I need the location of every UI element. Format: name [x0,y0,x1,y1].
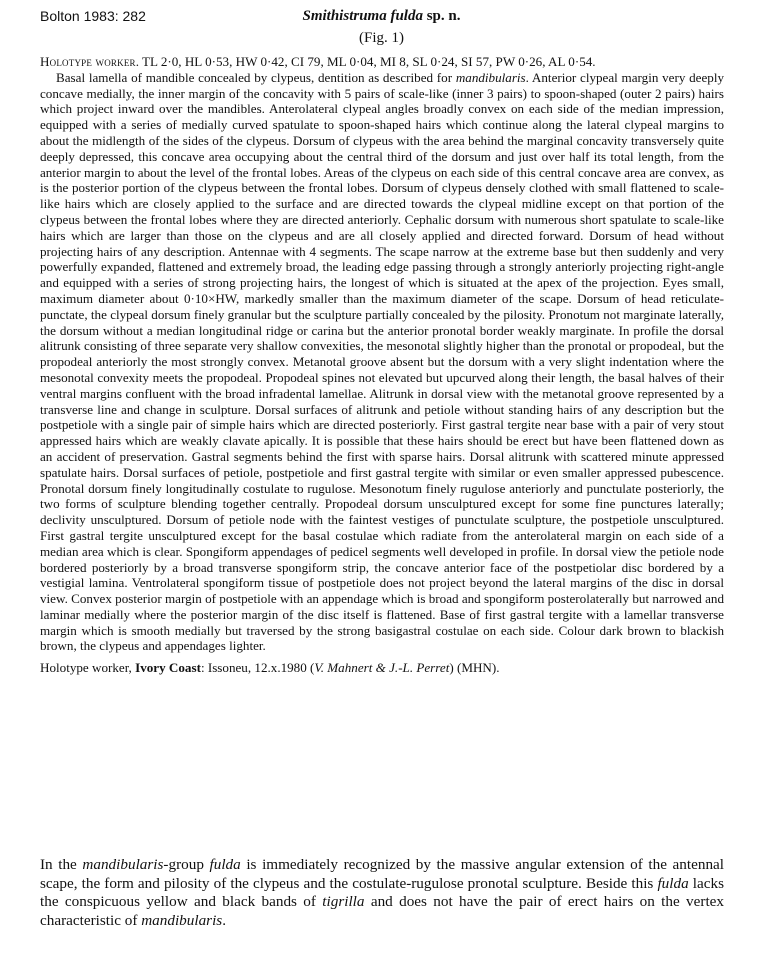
measurements-text: . TL 2·0, HL 0·53, HW 0·42, CI 79, ML 0·04, MI 8, SL 0·24, SI 57, PW 0·26, AL 0·54. [135,54,596,69]
locality-detail: : Issoneu, 12.x.1980 ( [200,660,315,676]
discussion-species: mandibularis [82,856,164,873]
locality-suffix: ) (MHN). [449,660,500,676]
discussion-text: -group [163,856,210,873]
discussion-text: is immediately recognized by the massive angular extension of the antennal scape, the form and pilosity of the clypeus and the costulate-rugulose pronotal sculpture. Beside this [40,856,724,892]
discussion-text: In the [40,856,83,873]
description-paragraph [40,70,724,654]
discussion-species: mandibularis [141,911,223,929]
discussion-text: lacks the conspicuous yellow and black bands of [40,874,724,911]
discussion-paragraph [40,856,724,930]
locality-collectors: V. Mahnert & J.-L. Perret [314,660,450,676]
description-text-1: Basal lamella of mandible concealed by clypeus, dentition as described for [56,69,456,85]
holotype-label: Holotype worker [40,54,136,69]
discussion-species: fulda [657,874,689,892]
description-block [40,54,724,676]
holotype-locality [40,660,724,676]
citation-header: Bolton 1983: 282 [40,8,146,24]
locality-country: Ivory Coast [135,660,201,676]
figure-reference: (Fig. 1) [359,30,404,46]
discussion-text: . [222,911,227,929]
species-status: sp. n. [422,8,461,24]
discussion-species: fulda [209,856,241,873]
description-text-2: . Anterior clypeal margin very deeply concave medially, the inner margin of the concavity with 5 pairs of scale-like (inner 3 pairs) to spoon-shaped (outer 2 pairs) hairs which project inward over the mandibles. Anterolateral clypeal angles broadly convex on each side of the median impression, equipped with a series of medially curved spatulate to spoon-shaped hairs which continue along the lateral clypeal margins to about the midlength of the sides of the clypeus. Dorsum of clypeus with the area behind the marginal concavity transversely quite deeply depressed, this concave area occupying about the central third of the dorsum and just over half its total length, from the anterior margin to about the level of the frontal lobes. Areas of the clypeus on each side of this central concave area are convex, as is the posterior portion of the clypeus between the frontal lobes. Dorsum of clypeus densely clothed with small flattened to scale-like hairs which are closely applied to the surface and are directed towards the clypeal midline except on that portion of the clypeus between the frontal lobes where they are directed anteriorly. Cephalic dorsum with numerous short spatulate to scale-like hairs which are larger than those on the clypeus and are all closely applied and directed forward. Dorsum of head without projecting hairs of any description. Antennae with 4 segments. The scape narrow at the extreme base but then suddenly and very powerfully expanded, flattened and extremely broad, the leading edge passing through a strongly anteriorly projecting right-angle and equipped with a series of strong projecting hairs, the longest of which is situated at the apex of the projection. Eyes small, maximum diameter about 0·10×HW, markedly smaller than the maximum diameter of the scape. Dorsum of head reticulate-punctate, the clypeal dorsum finely granular but the sculpture partially concealed by the pilosity. Pronotum not marginate laterally, the dorsum without a median longitudinal ridge or carina but the anterior pronotal border weakly marginate. In profile the dorsal alitrunk consisting of three separate very shallow convexities, the mesonotal slightly higher than the pronotal or propodeal, but the propodeal anteriorly the most strongly convex. Metanotal groove absent but the dorsum with a very slight indentation where the mesonotal convexity meets the propodeal. Propodeal spines not elevated but upcurved along their length, the basal halves of their ventral margins confluent with the broad infradental lamellae. Alitrunk in dorsal view with the metanotal groove represented by a transverse line and change in sculpture. Dorsal surfaces of alitrunk and petiole without standing hairs of any description but the postpetiole with a single pair of simple hairs which are directed posteriorly. First gastral tergite near base with a pair of very stout appressed hairs which are weakly clavate apically. It is possible that these hairs should be erect but have been flattened down as an accident of preservation. Gastral segments behind the first with sparse hairs. Dorsal alitrunk with scattered minute appressed spatulate hairs. Dorsal surfaces of petiole, postpetiole and first gastral tergite with similar or even smaller appressed pubescence. Pronotal dorsum finely longitudinally costulate to rugulose. Mesonotum finely rugulose anteriorly and punctulate posteriorly, the two forms of sculpture blending together centrally. Propodeal dorsum unsculptured except for some fine punctures laterally; declivity unsculptured. Dorsum of petiole node with the faintest vestiges of punctulate sculpture, the postpetiole unsculptured. First gastral tergite unsculptured except for the basal costulae which radiate from the anterolateral margin on each side of a median area which is clear. Spongiform appendages of pedicel segments well developed in profile. In dorsal view the petiole node bordered posteriorly by a broad transverse spongiform strip, the concave anterior face of the postpetiolar disc bordered by a vestigial lamina. Ventrolateral spongiform tissue of postpetiole does not project beyond the lateral margins of the disc in dorsal view. Convex posterior margin of postpetiole with an appendage which is broad and spongiform posterolaterally but narrowed and laminar medially where the posterior margin of the disc itself is flattened. Base of first gastral tergite with a lamellar transverse margin which is smooth medially but traversed by the strong basigastral costulae on each side. Colour dark brown to blackish brown, the clypeus and appendages lighter. [40,69,725,654]
species-reference: mandibularis [455,69,526,85]
locality-prefix: Holotype worker, [40,660,136,676]
discussion-text: and does not have the pair of erect hairs on the vertex characteristic of [40,893,724,929]
discussion-species: tigrilla [322,893,365,911]
species-title [0,8,763,25]
holotype-measurements [40,54,724,70]
species-name: Smithistruma fulda [302,8,423,24]
